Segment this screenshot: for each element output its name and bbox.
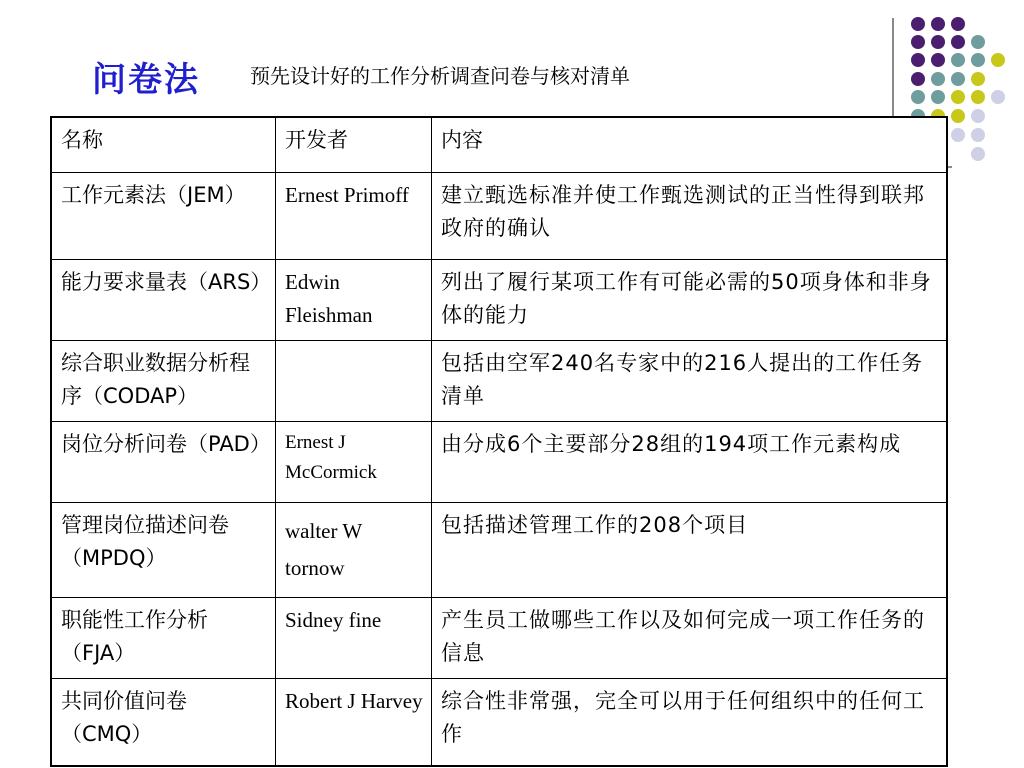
table-row xyxy=(51,598,947,679)
dot-purple xyxy=(931,35,945,49)
dot-purple xyxy=(931,53,945,67)
table-header-row xyxy=(51,117,947,173)
table-row xyxy=(51,422,947,503)
method-content: 由分成6个主要部分28组的194项工作元素构成 xyxy=(432,422,948,503)
table-row xyxy=(51,260,947,341)
table-row xyxy=(51,679,947,767)
method-name: 综合职业数据分析程序（CODAP） xyxy=(51,341,276,422)
method-developer: Ernest Primoff xyxy=(276,173,432,260)
method-name: 工作元素法（JEM） xyxy=(51,173,276,260)
dot-lavender xyxy=(951,128,965,142)
dot-purple xyxy=(911,53,925,67)
dot-teal xyxy=(931,90,945,104)
dot-yellow xyxy=(971,90,985,104)
dot-teal xyxy=(911,90,925,104)
method-content: 包括描述管理工作的208个项目 xyxy=(432,503,948,598)
method-developer: Robert J Harvey xyxy=(276,679,432,767)
dot-purple xyxy=(911,17,925,31)
method-content: 综合性非常强，完全可以用于任何组织中的任何工作 xyxy=(432,679,948,767)
header-content: 内容 xyxy=(432,117,948,173)
method-name: 职能性工作分析（FJA） xyxy=(51,598,276,679)
dot-yellow xyxy=(991,53,1005,67)
dot-teal xyxy=(951,53,965,67)
slide-subtitle: 预先设计好的工作分析调查问卷与核对清单 xyxy=(250,64,630,88)
method-developer: walter W tornow xyxy=(276,503,432,598)
method-name: 能力要求量表（ARS） xyxy=(51,260,276,341)
dot-teal xyxy=(951,72,965,86)
method-content: 包括由空军240名专家中的216人提出的工作任务清单 xyxy=(432,341,948,422)
method-developer xyxy=(276,341,432,422)
dot-lavender xyxy=(971,147,985,161)
dot-lavender xyxy=(971,109,985,123)
method-content: 产生员工做哪些工作以及如何完成一项工作任务的信息 xyxy=(432,598,948,679)
method-content: 建立甄选标准并使工作甄选测试的正当性得到联邦政府的确认 xyxy=(432,173,948,260)
method-content: 列出了履行某项工作有可能必需的50项身体和非身体的能力 xyxy=(432,260,948,341)
header-developer: 开发者 xyxy=(276,117,432,173)
dot-yellow xyxy=(951,109,965,123)
table-row xyxy=(51,503,947,598)
method-name: 共同价值问卷（CMQ） xyxy=(51,679,276,767)
dot-teal xyxy=(931,72,945,86)
method-name: 岗位分析问卷（PAD） xyxy=(51,422,276,503)
dot-yellow xyxy=(951,90,965,104)
dot-purple xyxy=(931,17,945,31)
slide-title: 问卷法 xyxy=(92,60,200,100)
dot-purple xyxy=(911,35,925,49)
dot-teal xyxy=(971,53,985,67)
dot-lavender xyxy=(991,90,1005,104)
dot-yellow xyxy=(971,72,985,86)
method-developer: Edwin Fleishman xyxy=(276,260,432,341)
dot-lavender xyxy=(971,128,985,142)
method-name: 管理岗位描述问卷（MPDQ） xyxy=(51,503,276,598)
dot-purple xyxy=(951,17,965,31)
table-row xyxy=(51,173,947,260)
table-row xyxy=(51,341,947,422)
dot-purple xyxy=(951,35,965,49)
header-name: 名称 xyxy=(51,117,276,173)
method-developer: Ernest J McCormick xyxy=(276,422,432,503)
dot-teal xyxy=(971,35,985,49)
dot-purple xyxy=(911,72,925,86)
method-developer: Sidney fine xyxy=(276,598,432,679)
questionnaire-methods-table xyxy=(50,116,948,767)
